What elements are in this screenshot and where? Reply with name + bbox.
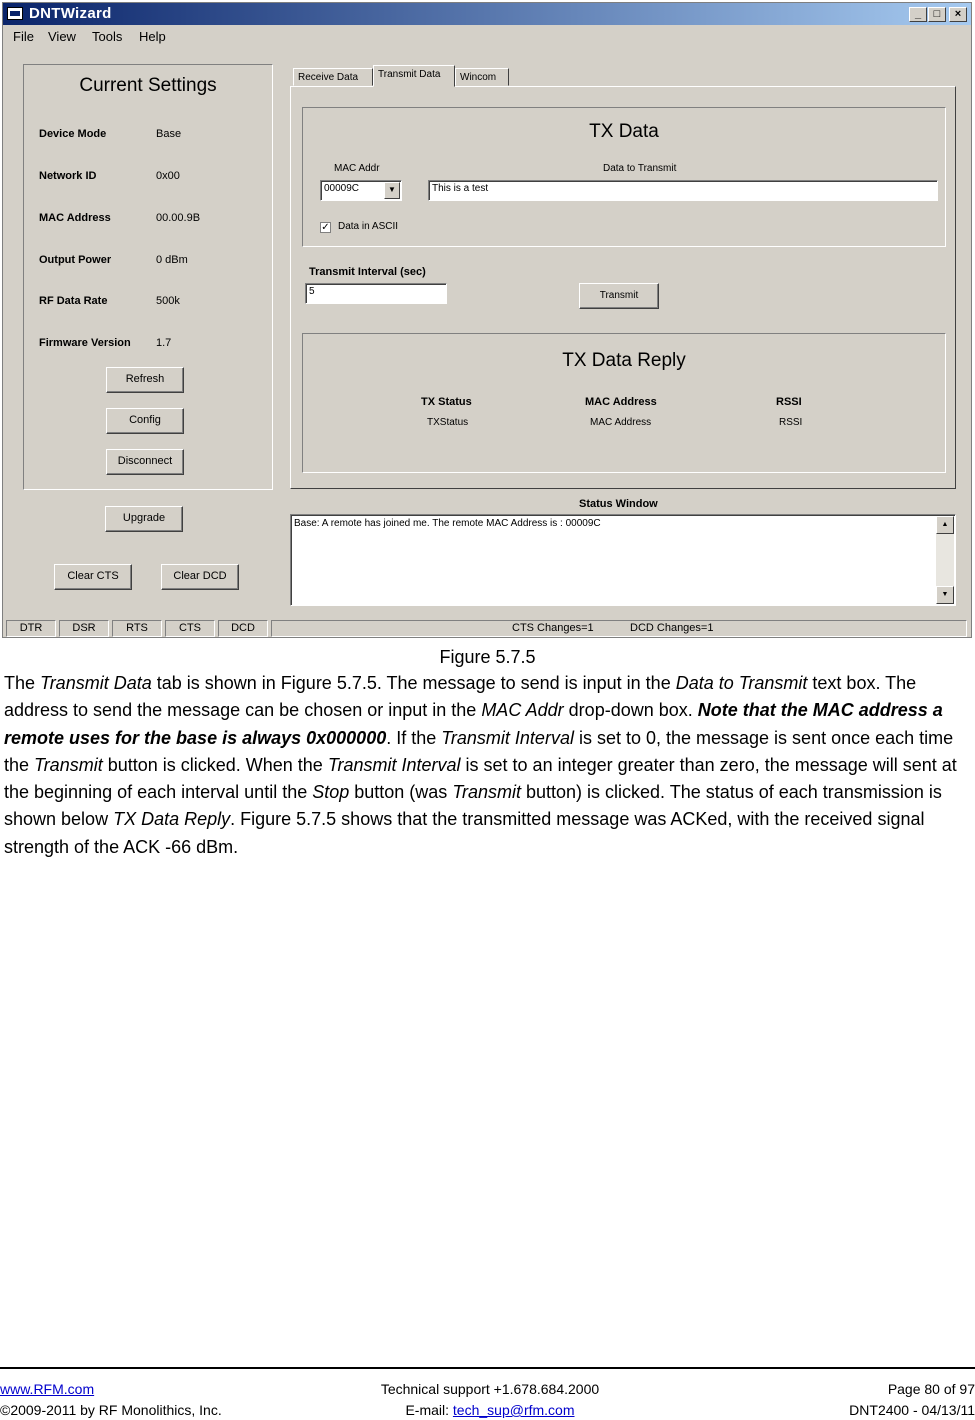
current-settings-panel [23, 64, 273, 490]
refresh-button[interactable]: Refresh [106, 367, 184, 393]
menu-file[interactable]: File [13, 29, 34, 44]
minimize-button[interactable]: _ [909, 7, 927, 22]
italic-term: MAC Addr [481, 700, 564, 721]
menu-view[interactable]: View [48, 29, 76, 44]
technical-support: Technical support +1.678.684.2000 [380, 1381, 600, 1397]
copyright: ©2009-2011 by RF Monolithics, Inc. [0, 1402, 222, 1418]
status-window-textbox[interactable] [290, 514, 956, 606]
bold-note: Note that the MAC address a remote uses for the base is always 0x000000 [4, 700, 943, 748]
tx-status-value: TXStatus [427, 417, 469, 428]
cts-changes: CTS Changes=1 [512, 622, 594, 634]
page-number: Page 80 of 97 [887, 1381, 975, 1397]
mac-address-label: MAC Address [39, 212, 111, 224]
status-dcd: DCD [218, 620, 268, 637]
dropdown-arrow-icon[interactable]: ▼ [384, 182, 400, 199]
transmit-interval-input[interactable]: 5 [305, 283, 447, 304]
disconnect-button[interactable]: Disconnect [106, 449, 184, 475]
email-prefix: E-mail: [405, 1402, 453, 1418]
firmware-version-label: Firmware Version [39, 337, 131, 349]
footer-rule [0, 1367, 975, 1369]
tx-data-reply-group [302, 333, 946, 473]
italic-term: Data to Transmit [675, 673, 808, 693]
mac-address-value: 00.00.9B [156, 212, 201, 224]
status-dsr: DSR [59, 620, 109, 637]
network-id-value: 0x00 [156, 170, 180, 182]
tab-page-transmit-data [290, 86, 956, 489]
reply-mac-address-header: MAC Address [585, 396, 657, 408]
italic-term: Transmit Data [40, 673, 152, 693]
rf-data-rate-label: RF Data Rate [39, 295, 108, 307]
rf-data-rate-value: 500k [156, 295, 180, 307]
text-run: The [4, 673, 41, 693]
italic-term: Stop [312, 782, 350, 803]
current-settings-heading: Current Settings [79, 75, 217, 96]
tx-data-heading: TX Data [589, 121, 659, 142]
rssi-value: RSSI [779, 417, 803, 428]
window-title: DNTWizard [29, 5, 112, 22]
data-in-ascii-label: Data in ASCII [338, 221, 399, 232]
body-paragraph [4, 670, 972, 861]
text-run: . Figure 5.7.5 shows that the transmitted message was ACKed, with the received signal strength of the ACK -66 dBm. [4, 809, 925, 857]
config-button[interactable]: Config [106, 408, 184, 434]
mac-addr-label: MAC Addr [334, 163, 380, 174]
text-run: button) is clicked. The status of each transmission is shown below [4, 782, 942, 830]
dcd-changes: DCD Changes=1 [630, 622, 714, 634]
output-power-value: 0 dBm [156, 254, 188, 266]
document-id: DNT2400 - 04/13/11 [849, 1402, 975, 1418]
menu-help[interactable]: Help [139, 29, 166, 44]
status-scrollbar[interactable] [936, 516, 954, 604]
device-mode-value: Base [156, 128, 182, 140]
maximize-button[interactable]: □ [928, 7, 946, 22]
upgrade-button[interactable]: Upgrade [105, 506, 183, 532]
status-changes [271, 620, 967, 637]
firmware-version-value: 1.7 [156, 337, 172, 349]
status-cts: CTS [165, 620, 215, 637]
email-line [330, 1402, 650, 1418]
text-run: . If the [386, 727, 442, 748]
scroll-down-icon[interactable]: ▼ [936, 586, 954, 604]
text-run: drop-down box. [563, 700, 698, 721]
transmit-button[interactable]: Transmit [579, 283, 659, 309]
tab-transmit-data[interactable]: Transmit Data [373, 65, 455, 87]
italic-term: TX Data Reply [113, 809, 231, 830]
status-window-heading: Status Window [579, 498, 658, 510]
transmit-interval-label: Transmit Interval (sec) [309, 266, 426, 278]
reply-mac-address-value: MAC Address [590, 417, 652, 428]
dntwizard-window [2, 2, 972, 638]
tx-status-header: TX Status [421, 396, 472, 408]
italic-term: Transmit Interval [441, 727, 574, 748]
status-dtr: DTR [6, 620, 56, 637]
output-power-label: Output Power [39, 254, 112, 266]
device-mode-label: Device Mode [39, 128, 107, 140]
network-id-label: Network ID [39, 170, 97, 182]
text-run: is set to 0, the message is sent once each time the [4, 727, 954, 775]
text-run: is set to an integer greater than zero, the message will sent at the beginning of each interval until the [4, 754, 957, 803]
clear-cts-button[interactable]: Clear CTS [54, 564, 132, 590]
data-to-transmit-input[interactable]: This is a test [428, 180, 938, 201]
text-run: tab is shown in Figure 5.7.5. The message to send is input in the [151, 673, 676, 693]
website-link[interactable]: www.RFM.com [0, 1381, 95, 1397]
data-to-transmit-label: Data to Transmit [603, 163, 677, 174]
status-window-text: Base: A remote has joined me. The remote MAC Address is : 00009C [294, 518, 601, 529]
tab-receive-data[interactable]: Receive Data [293, 68, 373, 86]
tx-data-group [302, 107, 946, 247]
clear-dcd-button[interactable]: Clear DCD [161, 564, 239, 590]
menu-tools[interactable]: Tools [92, 29, 123, 44]
italic-term: Transmit [452, 782, 521, 803]
scroll-up-icon[interactable]: ▲ [936, 516, 954, 534]
status-rts: RTS [112, 620, 162, 637]
italic-term: Transmit Interval [327, 754, 461, 775]
text-run: button is clicked. When the [102, 754, 328, 775]
close-button[interactable]: × [949, 7, 967, 22]
text-run: text box. The address to send the message can be chosen or input in the [4, 673, 917, 721]
title-bar [3, 3, 971, 25]
app-icon [7, 7, 23, 20]
rssi-header: RSSI [776, 396, 802, 408]
italic-term: Transmit [34, 754, 103, 775]
email-link[interactable]: tech_sup@rfm.com [452, 1402, 575, 1418]
text-run: button (was [349, 782, 453, 803]
mac-addr-dropdown[interactable] [320, 180, 402, 201]
tab-wincom[interactable]: Wincom [455, 68, 509, 86]
data-in-ascii-checkbox[interactable]: ✓ [321, 222, 330, 233]
figure-caption: Figure 5.7.5 [439, 647, 536, 667]
mac-addr-value: 00009C [324, 183, 360, 194]
menu-bar [3, 25, 971, 47]
tx-data-reply-heading: TX Data Reply [562, 350, 686, 371]
